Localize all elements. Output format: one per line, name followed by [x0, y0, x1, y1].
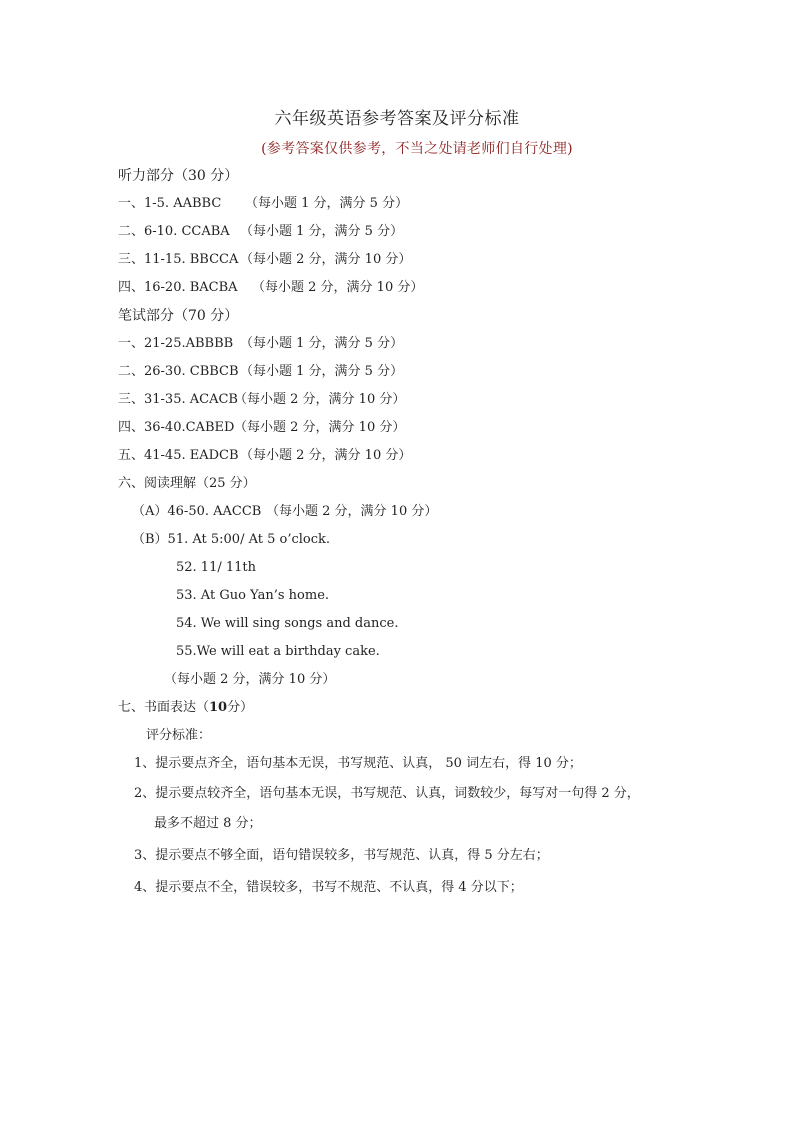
item-note: （每小题 1 分，满分 5 分）	[240, 336, 404, 351]
listening-heading: 听力部分（30 分）	[118, 168, 239, 184]
criteria-item: 2、提示要点较齐全，语句基本无误，书写规范、认真，词数较少，每写对一句得 2 分，	[134, 786, 640, 801]
item-note: （每小题 2 分，满分 10 分）	[234, 420, 406, 435]
written-item	[118, 418, 234, 438]
reading-answer: 53. At Guo Yan’s home.	[176, 588, 330, 603]
item-note: （每小题 2 分，满分 10 分）	[240, 252, 412, 267]
item-note: （每小题 1 分，满分 5 分）	[245, 196, 409, 211]
item-note: （每小题 2 分，满分 10 分）	[234, 392, 406, 407]
listening-item	[118, 278, 238, 298]
page-subtitle: (参考答案仅供参考，不当之处请老师们自行处理)	[261, 141, 573, 157]
listening-item	[118, 194, 221, 214]
listening-item	[118, 222, 230, 242]
written-item	[118, 446, 239, 466]
written-item	[118, 334, 233, 354]
criteria-item: 3、提示要点不够全面，语句错误较多，书写规范、认真，得 5 分左右；	[134, 848, 549, 863]
written-heading: 笔试部分（70 分）	[118, 308, 239, 324]
writing-heading	[118, 698, 253, 718]
item-note: （每小题 1 分，满分 5 分）	[240, 224, 404, 239]
criteria-item: 1、提示要点齐全，语句基本无误，书写规范、认真， 50 词左右，得 10 分；	[134, 756, 582, 771]
heading-prefix: 七、书面表达（	[118, 700, 210, 715]
item-label: 二、26-30. CBBCB	[118, 364, 239, 379]
reading-part-a: （A）46-50. AACCB	[132, 504, 262, 519]
reading-answer: 52. 11/ 11th	[176, 560, 256, 575]
heading-score: 10	[209, 700, 228, 715]
reading-answer: 54. We will sing songs and dance.	[176, 616, 399, 631]
item-note: （每小题 1 分，满分 5 分）	[240, 364, 404, 379]
item-note: （每小题 2 分，满分 10 分）	[164, 672, 336, 687]
page-title: 六年级英语参考答案及评分标准	[274, 109, 520, 129]
written-item	[118, 390, 238, 410]
item-label: 五、41-45. EADCB	[118, 448, 239, 463]
criteria-label: 评分标准：	[146, 728, 212, 743]
criteria-item: 4、提示要点不全，错误较多，书写不规范、不认真，得 4 分以下；	[134, 880, 523, 895]
listening-item	[118, 250, 238, 270]
item-note: （每小题 2 分，满分 10 分）	[252, 280, 424, 295]
item-note: （每小题 2 分，满分 10 分）	[240, 448, 412, 463]
item-note: （每小题 2 分，满分 10 分）	[266, 504, 438, 519]
reading-part-b: （B）51. At 5:00/ At 5 o’clock.	[132, 532, 331, 547]
criteria-item-continued: 最多不超过 8 分；	[154, 816, 262, 831]
item-label: 二、6-10. CCABA	[118, 224, 230, 239]
reading-answer: 55.We will eat a birthday cake.	[176, 644, 380, 659]
reading-heading: 六、阅读理解（25 分）	[118, 476, 256, 491]
heading-suffix: 分）	[227, 700, 254, 715]
item-label: 一、1-5. AABBC	[118, 196, 222, 211]
item-label: 三、11-15. BBCCA	[118, 252, 239, 267]
item-label: 四、16-20. BACBA	[118, 280, 238, 295]
item-label: 三、31-35. ACACB	[118, 392, 238, 407]
item-label: 四、36-40.CABED	[118, 420, 235, 435]
written-item	[118, 362, 239, 382]
item-label: 一、21-25.ABBBB	[118, 336, 234, 351]
